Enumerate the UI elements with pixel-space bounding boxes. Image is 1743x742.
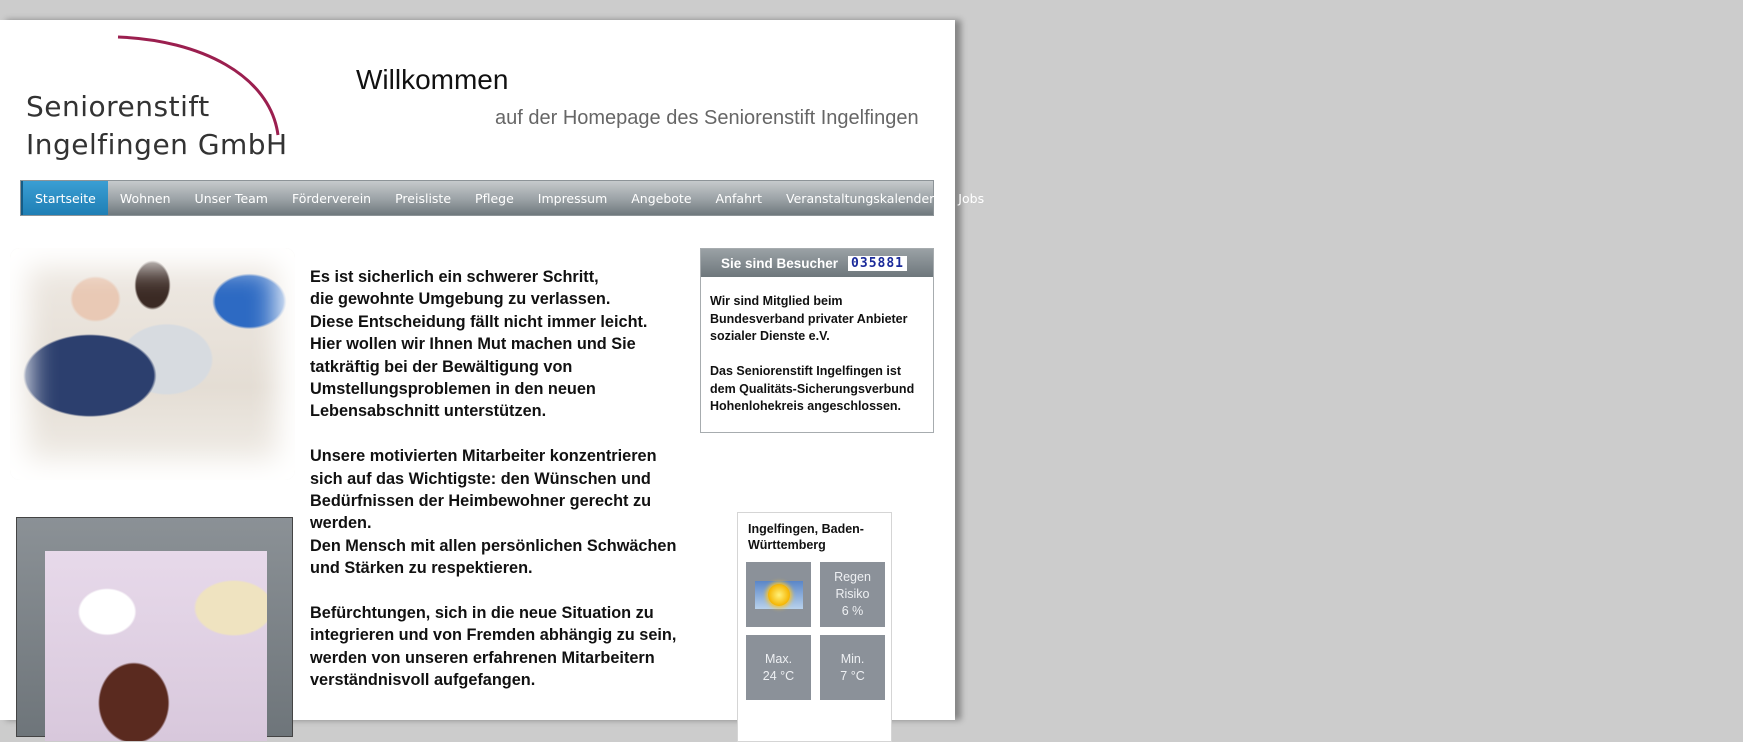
site-logo[interactable]	[0, 20, 300, 170]
paragraph-3	[310, 602, 680, 692]
caregiver-photo	[10, 248, 295, 480]
visitor-info	[701, 277, 933, 416]
rain-label: Regen	[834, 570, 871, 584]
welcome-text	[310, 266, 680, 714]
text-line: Unsere motivierten Mitarbeiter konzentrieren	[310, 447, 657, 466]
text-line: tatkräftig bei der Bewältigung von	[310, 357, 573, 376]
text-line: werden von unseren erfahrenen Mitarbeitern	[310, 648, 655, 667]
text-line: Das Seniorenstift Ingelfingen ist	[710, 364, 901, 378]
paragraph-1	[310, 266, 680, 423]
text-line: werden.	[310, 514, 372, 533]
main-navigation	[20, 180, 985, 216]
min-value: 7 °C	[840, 668, 865, 683]
min-temp-tile	[820, 635, 885, 700]
min-label: Min.	[840, 651, 865, 666]
text-line: die gewohnte Umgebung zu verlassen.	[310, 290, 611, 309]
text-line: Befürchtungen, sich in die neue Situation zu	[310, 604, 654, 623]
sunny-icon	[755, 581, 803, 609]
text-line: integrieren und von Fremden abhängig zu sein,	[310, 626, 677, 645]
weather-location	[748, 521, 888, 553]
text-line: Diese Entscheidung fällt nicht immer leicht.	[310, 312, 648, 331]
text-line: verständnisvoll aufgefangen.	[310, 671, 536, 690]
text-line: Bundesverband privater Anbieter	[710, 311, 908, 326]
coffee-cake-photo	[45, 551, 267, 741]
visitor-box	[700, 248, 934, 433]
text-line: Umstellungsproblemen in den neuen	[310, 380, 596, 399]
page-subtitle: auf der Homepage des Seniorenstift Ingelfingen	[495, 107, 919, 129]
text-line: Wir sind Mitglied beim	[710, 294, 843, 308]
visitor-label: Sie sind Besucher	[721, 255, 839, 271]
weather-condition-tile	[746, 562, 811, 627]
location-line2: Württemberg	[748, 538, 826, 552]
text-line: Lebensabschnitt unterstützen.	[310, 402, 547, 421]
nav-item-impressum[interactable]: Impressum	[537, 190, 608, 206]
nav-item-jobs[interactable]: Jobs	[958, 190, 985, 206]
photo-frame	[16, 517, 293, 737]
max-label: Max.	[764, 651, 793, 666]
rain-value: 6 %	[841, 604, 864, 618]
nav-item-startseite[interactable]: Startseite	[21, 181, 108, 215]
text-line: dem Qualitäts-Sicherungsverbund	[710, 381, 915, 396]
nav-item-pflege[interactable]: Pflege	[475, 190, 514, 206]
risk-label: Risiko	[835, 587, 870, 601]
page-title: Willkommen	[356, 64, 509, 95]
nav-item-unser-team[interactable]: Unser Team	[194, 190, 268, 206]
visitor-header	[701, 249, 933, 277]
max-value: 24 °C	[762, 668, 795, 683]
visitor-counter: 035881	[848, 256, 907, 271]
text-line: Hier wollen wir Ihnen Mut machen und Sie	[310, 335, 636, 354]
text-line: sich auf das Wichtigste: den Wünschen und	[310, 469, 651, 488]
rain-risk-tile	[820, 562, 885, 627]
nav-item-wohnen[interactable]: Wohnen	[119, 190, 171, 206]
nav-item-angebote[interactable]: Angebote	[631, 190, 692, 206]
nav-item-preisliste[interactable]: Preisliste	[395, 190, 452, 206]
nav-item-anfahrt[interactable]: Anfahrt	[715, 190, 763, 206]
nav-item-foerderverein[interactable]: Förderverein	[291, 190, 372, 206]
logo-text-line2: Ingelfingen GmbH	[26, 128, 288, 161]
weather-widget[interactable]	[737, 512, 892, 742]
location-line1: Ingelfingen, Baden-	[748, 522, 864, 536]
logo-text-line1: Seniorenstift	[26, 90, 210, 123]
text-line: sozialer Dienste e.V.	[710, 329, 830, 343]
text-line: Hohenlohekreis angeschlossen.	[710, 399, 902, 413]
max-temp-tile	[746, 635, 811, 700]
text-line: Bedürfnissen der Heimbewohner gerecht zu	[310, 492, 652, 511]
text-line: Den Mensch mit allen persönlichen Schwächen	[310, 536, 677, 555]
page-container	[0, 20, 985, 720]
quality-text	[710, 363, 923, 416]
membership-text	[710, 293, 923, 346]
paragraph-2	[310, 445, 680, 579]
text-line: und Stärken zu respektieren.	[310, 559, 533, 578]
nav-item-veranstaltungskalender[interactable]: Veranstaltungskalender	[786, 190, 935, 206]
text-line: Es ist sicherlich ein schwerer Schritt,	[310, 268, 599, 286]
